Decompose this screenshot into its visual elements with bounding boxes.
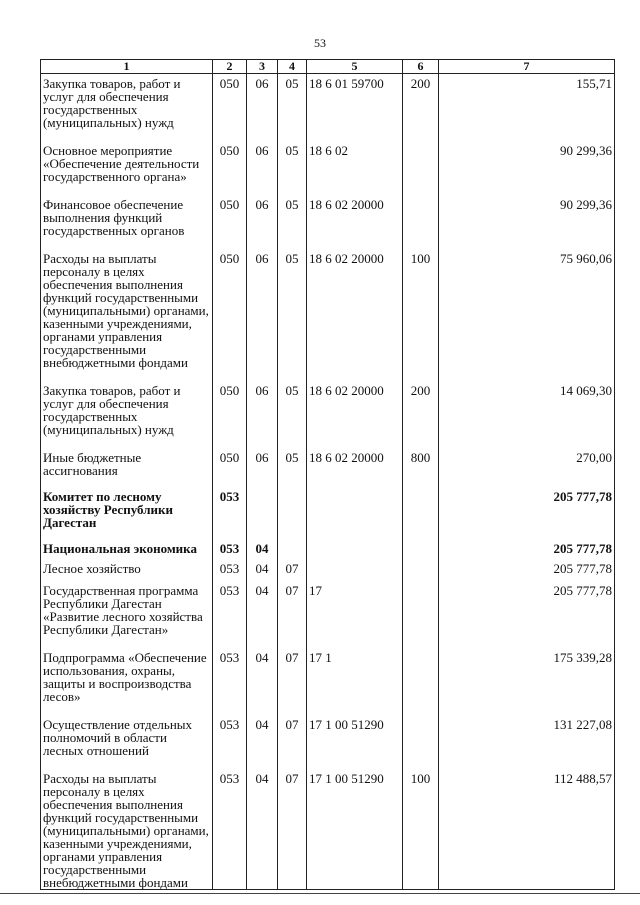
header-col-7: 7 <box>439 60 615 74</box>
row-col-7: 14 069,30 <box>439 381 615 448</box>
budget-table <box>40 59 615 890</box>
row-col-5: 17 1 00 51290 <box>307 769 403 890</box>
table-row <box>41 249 615 381</box>
row-col-7: 175 339,28 <box>439 648 615 715</box>
row-col-7: 205 777,78 <box>439 539 615 559</box>
row-col-4: 07 <box>278 581 307 648</box>
table-row <box>41 141 615 195</box>
row-col-5 <box>307 487 403 539</box>
header-col-5: 5 <box>307 60 403 74</box>
table-row <box>41 487 615 539</box>
row-col-3: 06 <box>247 74 278 142</box>
row-col-3: 06 <box>247 195 278 249</box>
row-col-4: 07 <box>278 715 307 769</box>
row-col-4 <box>278 487 307 539</box>
row-col-6 <box>403 141 439 195</box>
row-col-6 <box>403 487 439 539</box>
row-col-3: 04 <box>247 715 278 769</box>
row-col-6: 800 <box>403 448 439 487</box>
row-col-2: 050 <box>213 249 247 381</box>
row-col-5: 17 1 00 51290 <box>307 715 403 769</box>
row-col-6 <box>403 648 439 715</box>
row-col-4: 05 <box>278 74 307 142</box>
row-col-2: 053 <box>213 539 247 559</box>
row-name: Осуществление отдельных полномочий в области лесных отношений <box>41 715 213 769</box>
row-col-7: 205 777,78 <box>439 581 615 648</box>
header-col-6: 6 <box>403 60 439 74</box>
header-col-3: 3 <box>247 60 278 74</box>
row-col-5: 17 1 <box>307 648 403 715</box>
row-col-4: 05 <box>278 249 307 381</box>
row-col-5: 18 6 02 20000 <box>307 249 403 381</box>
row-col-6 <box>403 559 439 581</box>
row-name: Основное мероприятие «Обеспечение деятельности государственного органа» <box>41 141 213 195</box>
table-row <box>41 74 615 142</box>
row-col-4: 07 <box>278 648 307 715</box>
table-row <box>41 715 615 769</box>
row-col-3 <box>247 487 278 539</box>
row-col-7: 90 299,36 <box>439 141 615 195</box>
table-row <box>41 559 615 581</box>
row-name: Закупка товаров, работ и услуг для обеспечения государственных (муниципальных) нужд <box>41 74 213 142</box>
page-number: 53 <box>314 36 326 50</box>
row-col-4: 05 <box>278 381 307 448</box>
row-col-3: 06 <box>247 141 278 195</box>
header-col-4: 4 <box>278 60 307 74</box>
row-col-7: 205 777,78 <box>439 559 615 581</box>
row-col-4: 05 <box>278 141 307 195</box>
row-col-3: 06 <box>247 448 278 487</box>
row-name: Подпрограмма «Обеспечение использования, охраны, защиты и воспроизводства лесов» <box>41 648 213 715</box>
row-col-2: 053 <box>213 715 247 769</box>
row-col-2: 050 <box>213 74 247 142</box>
row-name: Расходы на выплаты персоналу в целях обеспечения выполнения функций государственными (муниципальными) органами, казенными учреждениями, органами управления государственными внебюджетными фондами <box>41 249 213 381</box>
row-col-3: 06 <box>247 249 278 381</box>
row-col-7: 155,71 <box>439 74 615 142</box>
row-col-5: 18 6 02 20000 <box>307 381 403 448</box>
row-col-7: 75 960,06 <box>439 249 615 381</box>
row-col-4: 05 <box>278 195 307 249</box>
row-col-6 <box>403 195 439 249</box>
row-col-2: 050 <box>213 448 247 487</box>
row-col-5: 18 6 02 20000 <box>307 448 403 487</box>
row-col-3: 04 <box>247 581 278 648</box>
row-col-6: 100 <box>403 249 439 381</box>
row-name: Расходы на выплаты персоналу в целях обеспечения выполнения функций государственными (муниципальными) органами, казенными учреждениями, органами управления государственными внебюджетными фондами <box>41 769 213 890</box>
row-col-2: 050 <box>213 195 247 249</box>
table-row <box>41 539 615 559</box>
row-col-3: 04 <box>247 559 278 581</box>
row-col-3: 04 <box>247 769 278 890</box>
table-row <box>41 648 615 715</box>
row-col-6 <box>403 715 439 769</box>
row-col-7: 90 299,36 <box>439 195 615 249</box>
row-col-3: 04 <box>247 539 278 559</box>
row-col-2: 053 <box>213 559 247 581</box>
row-col-6 <box>403 539 439 559</box>
row-col-7: 131 227,08 <box>439 715 615 769</box>
row-col-3: 04 <box>247 648 278 715</box>
row-col-2: 053 <box>213 487 247 539</box>
row-col-2: 053 <box>213 769 247 890</box>
row-name: Комитет по лесному хозяйству Республики Дагестан <box>41 487 213 539</box>
header-col-2: 2 <box>213 60 247 74</box>
row-col-7: 270,00 <box>439 448 615 487</box>
row-col-5 <box>307 539 403 559</box>
row-col-6: 200 <box>403 381 439 448</box>
row-col-5: 17 <box>307 581 403 648</box>
bottom-rule <box>0 893 640 894</box>
table-row <box>41 195 615 249</box>
row-name: Национальная экономика <box>41 539 213 559</box>
row-col-7: 112 488,57 <box>439 769 615 890</box>
row-name: Финансовое обеспечение выполнения функций государственных органов <box>41 195 213 249</box>
row-col-2: 053 <box>213 581 247 648</box>
table-row <box>41 381 615 448</box>
row-col-5: 18 6 02 20000 <box>307 195 403 249</box>
row-col-2: 050 <box>213 381 247 448</box>
row-col-3: 06 <box>247 381 278 448</box>
row-name: Закупка товаров, работ и услуг для обеспечения государственных (муниципальных) нужд <box>41 381 213 448</box>
row-col-4: 07 <box>278 559 307 581</box>
table-row <box>41 769 615 890</box>
table-row <box>41 581 615 648</box>
row-col-6: 200 <box>403 74 439 142</box>
row-col-5: 18 6 02 <box>307 141 403 195</box>
row-col-4: 05 <box>278 448 307 487</box>
row-col-6 <box>403 581 439 648</box>
row-name: Лесное хозяйство <box>41 559 213 581</box>
row-col-7: 205 777,78 <box>439 487 615 539</box>
table-header-row <box>41 60 615 74</box>
header-col-1: 1 <box>41 60 213 74</box>
table-row <box>41 448 615 487</box>
row-col-2: 050 <box>213 141 247 195</box>
row-col-6: 100 <box>403 769 439 890</box>
row-name: Государственная программа Республики Дагестан «Развитие лесного хозяйства Республики Дагестан» <box>41 581 213 648</box>
row-col-2: 053 <box>213 648 247 715</box>
row-col-4 <box>278 539 307 559</box>
row-name: Иные бюджетные ассигнования <box>41 448 213 487</box>
row-col-5 <box>307 559 403 581</box>
row-col-5: 18 6 01 59700 <box>307 74 403 142</box>
row-col-4: 07 <box>278 769 307 890</box>
